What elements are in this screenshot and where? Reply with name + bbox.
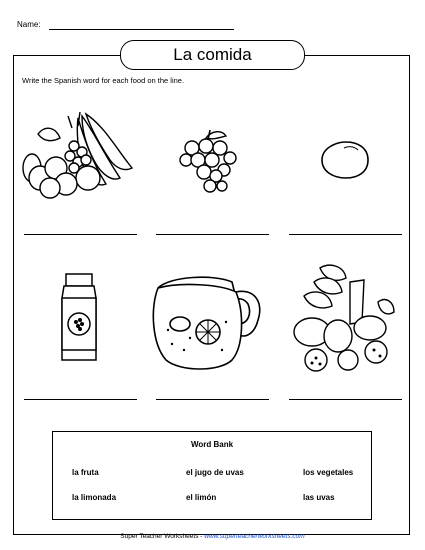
answer-line-6[interactable] <box>289 399 402 400</box>
word-bank-word: el limón <box>186 493 217 502</box>
fruit-basket-icon <box>16 108 134 200</box>
word-bank-word: la fruta <box>72 468 99 477</box>
footer-link[interactable]: www.superteacherworksheets.com <box>204 533 305 540</box>
answer-line-2[interactable] <box>156 234 269 235</box>
word-bank-word: el jugo de uvas <box>186 468 244 477</box>
name-line[interactable] <box>49 29 234 30</box>
word-bank-word: las uvas <box>303 493 335 502</box>
instructions: Write the Spanish word for each food on the line. <box>22 76 185 85</box>
answer-line-3[interactable] <box>289 234 402 235</box>
lemon-icon <box>318 140 372 180</box>
vegetables-icon <box>290 262 400 380</box>
grapes-icon <box>178 128 244 196</box>
word-bank <box>52 431 372 520</box>
answer-line-4[interactable] <box>24 399 137 400</box>
answer-line-5[interactable] <box>156 399 269 400</box>
lemonade-pitcher-icon <box>150 268 268 376</box>
page-title: La comida <box>120 40 305 70</box>
word-bank-word: la limonada <box>72 493 117 502</box>
word-bank-title: Word Bank <box>190 440 234 449</box>
juice-bottle-icon <box>58 272 100 364</box>
footer-text: Super Teacher Worksheets - <box>120 533 205 540</box>
answer-line-1[interactable] <box>24 234 137 235</box>
word-bank-word: los vegetales <box>303 468 354 477</box>
footer <box>0 533 425 540</box>
name-label: Name: <box>17 20 41 29</box>
